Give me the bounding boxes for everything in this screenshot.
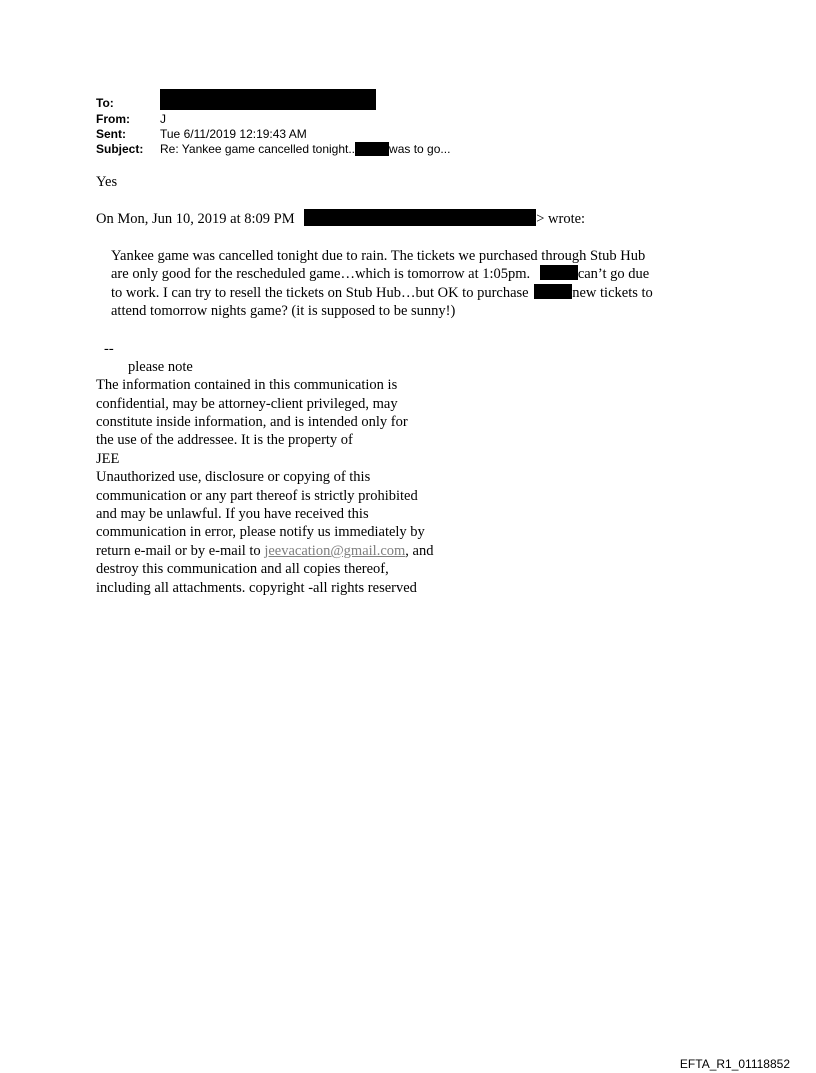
signature-line-after-2: including all attachments. copyright -all rights reserved [96, 580, 417, 596]
redaction-block [540, 265, 578, 280]
signature-line-2: confidential, may be attorney-client privileged, may [96, 396, 398, 412]
sent-label: Sent: [96, 127, 126, 141]
email-suffix: , and [405, 543, 434, 559]
signature-please-note: please note [128, 359, 193, 375]
subject-value [160, 142, 450, 156]
signature-line-8: and may be unlawful. If you have received this [96, 506, 369, 522]
signature-line-1: The information contained in this communication is [96, 377, 398, 393]
redaction-block [355, 142, 389, 156]
quoted-intro [96, 209, 585, 229]
to-label: To: [96, 96, 114, 110]
quoted-line-2a: are only good for the rescheduled game…which is tomorrow at 1:05pm. [111, 266, 531, 282]
quoted-line-2 [111, 265, 649, 284]
redaction-block [534, 284, 572, 299]
signature-email-line [96, 542, 433, 561]
redaction-block [304, 209, 536, 226]
quoted-line-3a: to work. I can try to resell the tickets on Stub Hub…but OK to purchase [111, 285, 529, 301]
subject-text-part2: was to go... [389, 142, 451, 156]
signature-line-3: constitute inside information, and is intended only for [96, 414, 408, 430]
to-redaction [160, 89, 376, 110]
quoted-line-3 [111, 284, 653, 303]
subject-label: Subject: [96, 142, 144, 156]
quoted-line-2b: can’t go due [577, 266, 650, 282]
quoted-line-3b: new tickets to [572, 285, 653, 301]
reply-text: Yes [96, 174, 118, 190]
email-link[interactable]: jeevacation@gmail.com [264, 543, 406, 559]
quoted-line-1: Yankee game was cancelled tonight due to rain. The tickets we purchased through Stub Hub [111, 248, 646, 264]
sent-value: Tue 6/11/2019 12:19:43 AM [160, 127, 307, 141]
from-value: J [160, 112, 166, 126]
email-prefix: return e-mail or by e-mail to [96, 543, 265, 559]
signature-line-5: JEE [96, 451, 120, 467]
document-id: EFTA_R1_01118852 [679, 1057, 790, 1071]
quoted-intro-prefix: On Mon, Jun 10, 2019 at 8:09 PM [96, 211, 295, 227]
signature-line-9: communication in error, please notify us immediately by [96, 524, 425, 540]
from-label: From: [96, 112, 130, 126]
signature-line-7: communication or any part thereof is strictly prohibited [96, 488, 418, 504]
redaction-block [160, 89, 376, 110]
quoted-intro-suffix: > wrote: [536, 211, 586, 227]
quoted-line-4: attend tomorrow nights game? (it is supposed to be sunny!) [111, 303, 456, 319]
signature-line-6: Unauthorized use, disclosure or copying of this [96, 469, 371, 485]
signature-line-after-1: destroy this communication and all copies thereof, [96, 561, 389, 577]
subject-text-part1: Re: Yankee game cancelled tonight.. [160, 142, 356, 156]
signature-dashes: -- [104, 341, 114, 357]
signature-line-4: the use of the addressee. It is the property of [96, 432, 353, 448]
